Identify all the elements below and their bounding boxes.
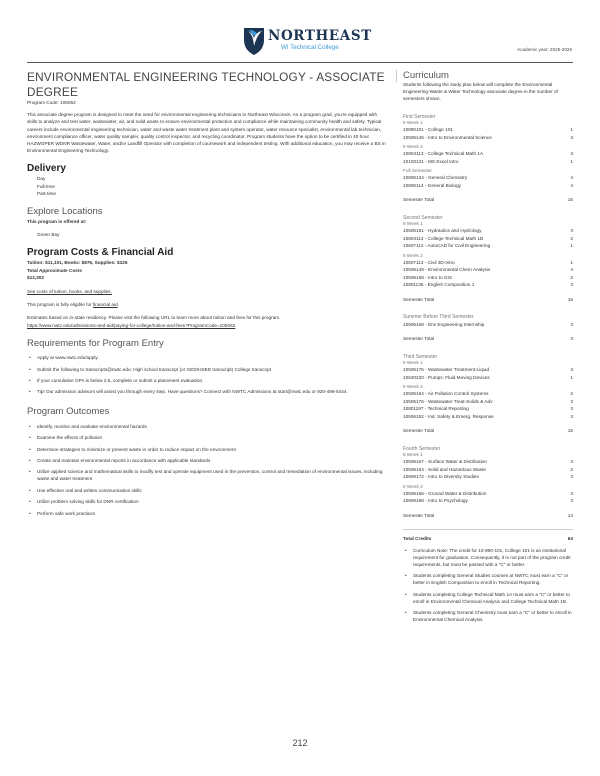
- course-row: [403, 259, 573, 267]
- semester-total-row: [403, 296, 573, 304]
- course-name: 10809198 - Intro to Psychology: [403, 498, 468, 504]
- curriculum-heading: Curriculum: [403, 70, 449, 81]
- course-credits: 3: [570, 406, 573, 412]
- eligibility-text: This program is fully eligible for financial aid.: [27, 302, 119, 308]
- course-credits: 1: [570, 158, 573, 164]
- financial-aid-link[interactable]: financial aid: [92, 302, 118, 308]
- course-row: [403, 321, 573, 329]
- course-name: 10804113 - College Technical Math 1A: [403, 151, 484, 157]
- college-logo: NORTHEAST WI Technical College: [243, 26, 363, 58]
- semester-block: [403, 114, 573, 204]
- semester-block: [403, 314, 573, 343]
- course-row: [403, 227, 573, 235]
- course-name: 10506163 - Solid and Hazardous Waste: [403, 466, 486, 472]
- course-credits: 2: [570, 235, 573, 241]
- list-item: • Apply at www.nwtc.edu/apply.: [27, 354, 387, 361]
- course-credits: 4: [570, 267, 573, 273]
- delivery-item: Part-time: [37, 190, 57, 196]
- course-row: [403, 134, 573, 142]
- course-credits: 3: [570, 490, 573, 496]
- course-credits: 1: [570, 259, 573, 265]
- semester-block: [403, 354, 573, 435]
- curriculum-panel: [403, 70, 573, 623]
- course-row: [403, 390, 573, 398]
- course-name: 10620220 - Pumps: Fluid Moving Devices: [403, 374, 490, 380]
- delivery-item: Day: [37, 176, 46, 182]
- list-item: • If your cumulative GPA is below 2.6, complete or submit a placement evaluation.: [27, 377, 387, 384]
- semester-block: [403, 215, 573, 304]
- column-divider: [396, 70, 397, 82]
- course-credits: 3: [570, 282, 573, 288]
- semester-total: 15: [567, 428, 573, 434]
- course-name: 10506176 - Wastewater Treat-Solids & Adv: [403, 398, 493, 404]
- semester-name: Summer Before Third Semester: [403, 314, 474, 321]
- course-name: 10506175 - Wastewater Treatment-Liquid: [403, 367, 490, 373]
- see-costs-link[interactable]: See costs of tuition, books, and supplies.: [27, 289, 112, 295]
- course-name: 10506152 - Ind. Safety & Emerg. Response: [403, 413, 494, 419]
- course-credits: 3: [570, 474, 573, 480]
- course-row: [403, 398, 573, 406]
- semester-total-label: Semester Total: [403, 512, 435, 518]
- course-credits: 4: [570, 182, 573, 188]
- term-label: 8 Week 1: [403, 120, 423, 126]
- course-row: [403, 490, 573, 498]
- semester-total-row: [403, 196, 573, 204]
- course-row: [403, 497, 573, 505]
- course-credits: 1: [570, 127, 573, 133]
- curriculum-intro: Students following the study plan below will complete the Environmental Engineering-Waste & Water Technology associate degree in the number of semesters shown.: [403, 82, 558, 102]
- program-code: Program Code: 105062: [27, 100, 76, 105]
- course-row: [403, 182, 573, 190]
- page-title: ENVIRONMENTAL ENGINEERING TECHNOLOGY - ASSOCIATE DEGREE: [27, 70, 385, 99]
- course-credits: 3: [570, 151, 573, 157]
- course-credits: 2: [570, 391, 573, 397]
- course-row: [403, 150, 573, 158]
- location-item: Green Bay: [37, 232, 60, 238]
- course-name: 10103131 - MS Excel Intro: [403, 158, 459, 164]
- term-label: Full Semester: [403, 168, 432, 174]
- estimates-text: Estimates based on in-state residency. Please visit the following URL to learn more about tuition and fees for this program.: [27, 315, 281, 321]
- course-name: 10890101 - College 101: [403, 127, 454, 133]
- course-credits: 3: [570, 459, 573, 465]
- list-item: • Identify, monitor and evaluate environmental hazards: [27, 423, 387, 430]
- note-item: • Students completing General Chemistry must earn a "C" or better to enroll in Environmental Chemical Analysis.: [403, 609, 573, 623]
- requirements-list: [27, 354, 387, 395]
- term-label: 8 Week 2: [403, 252, 423, 258]
- semester-total-label: Semester Total: [403, 296, 435, 302]
- outcomes-heading: Program Outcomes: [27, 406, 110, 418]
- course-name: 10506164 - Air Pollution Control Systems: [403, 391, 489, 397]
- course-row: [403, 126, 573, 134]
- course-name: 10806114 - General Biology: [403, 182, 462, 188]
- course-name: 10607112 - AutoCAD for Civil Engineering: [403, 243, 491, 249]
- note-item: • Students completing General Studies courses at NWTC must earn a "C" or better in English Composition to enroll in Technical Reporting.: [403, 572, 573, 586]
- course-name: 10809172 - Intro to Diversity Studies: [403, 474, 479, 480]
- course-row: [403, 405, 573, 413]
- course-row: [403, 274, 573, 282]
- course-row: [403, 413, 573, 421]
- locations-list: [27, 231, 387, 238]
- semester-block: [403, 446, 573, 520]
- program-description: This associate degree program is designed to meet the need for environmental engineering technicians in Northeast Wisconsin. As a program grad, you're equipped with skills to analyze and test water, wastewater, air, and solid waste to ensure environmental protection and compliance while maintaining community health and safety. Typical careers include environmental engineering technician, water and waste water treatment plant and system operator, water resource specialist, environmental lab technician, environment compliance officer, water quality sampler, quality control inspector, and recycling coordinator. Program students have the option to be certified in 40 hour HAZWOPER WDNR Wastewater, Water, and/or Landfill Operator with completion of coursework and independent testing. With additional education, you may receive a BS in Environmental Engineering Technology.: [27, 112, 386, 154]
- course-row: [403, 158, 573, 166]
- course-credits: 3: [570, 398, 573, 404]
- semester-total-row: [403, 335, 573, 343]
- page-number: 212: [292, 738, 308, 748]
- semester-name: Second Semester: [403, 214, 443, 221]
- shield-logo-icon: [243, 26, 265, 56]
- course-row: [403, 473, 573, 481]
- list-item: • Determine strategies to minimize or prevent waste in order to reduce impact on the environment: [27, 446, 387, 453]
- semester-name: Third Semester: [403, 353, 438, 360]
- costs-heading: Program Costs & Financial Aid: [27, 247, 174, 259]
- course-name: 10506169 - Env Engineering Internship: [403, 321, 485, 327]
- course-name: 10506161 - Hydraulics and Hydrology: [403, 228, 482, 234]
- course-name: 10804114 - College Technical Math 1B: [403, 235, 484, 241]
- course-credits: 4: [570, 175, 573, 181]
- locations-heading: Explore Locations: [27, 206, 103, 218]
- requirements-heading: Requirements for Program Entry: [27, 337, 164, 349]
- course-name: 10506166 - Ground Water & Distribution: [403, 490, 487, 496]
- course-name: 10801197 - Technical Reporting: [403, 406, 469, 412]
- note-item: • Curriculum Note: The credit for 10-890-101, College 101 is an institutional requirement for graduation. Consequently, it is not part of the program credit requirements, but must be passed with a "C" or better.: [403, 547, 573, 568]
- semester-total: 3: [570, 336, 573, 342]
- program-details: [27, 70, 387, 517]
- semester-name: Fourth Semester: [403, 445, 441, 452]
- course-credits: 3: [570, 321, 573, 327]
- delivery-list: [27, 175, 387, 197]
- delivery-item: Full-time: [37, 183, 55, 189]
- total-cost-label: Total Approximate Costs: [27, 267, 82, 273]
- course-name: 10806134 - General Chemistry: [403, 175, 468, 181]
- course-row: [403, 242, 573, 250]
- academic-year: Academic year: 2025-2026: [517, 47, 572, 52]
- course-name: 10506148 - Environmental Chem Analysis: [403, 267, 491, 273]
- tuition-url-link[interactable]: https://www.nwtc.edu/admissions-and-aid/paying-for-college/tuition-and-fees?ProgramCode=105062: [27, 322, 236, 328]
- course-credits: 3: [570, 134, 573, 140]
- header-divider: [27, 62, 573, 63]
- course-name: 10506146 - Intro to Environmental Science: [403, 134, 492, 140]
- term-label: 8 Week 1: [403, 221, 423, 227]
- course-credits: 2: [570, 466, 573, 472]
- list-item: • Tip! Our admission advisors will assist you through every step. Have questions? Connect with NWTC Admissions at start@nwtc.edu or 920-498-5444.: [27, 388, 387, 395]
- course-credits: 2: [570, 274, 573, 280]
- locations-intro: This program is offered at:: [27, 219, 87, 225]
- semester-total-label: Semester Total: [403, 197, 435, 203]
- course-name: 10506168 - Intro to GIS: [403, 274, 452, 280]
- curriculum-notes: [403, 547, 573, 623]
- course-name: 10506167 - Surface Water & Distribution: [403, 459, 487, 465]
- course-row: [403, 466, 573, 474]
- course-credits: 1: [570, 374, 573, 380]
- term-label: 8 Week 2: [403, 483, 423, 489]
- course-row: [403, 366, 573, 374]
- list-item: • Submit the following to transcripts@nwtc.edu: High school transcript (or GED/HSED transcript) College transcript: [27, 366, 387, 373]
- list-item: • Create and maintain environmental reports in accordance with applicable standards: [27, 457, 387, 464]
- semester-total-row: [403, 512, 573, 520]
- total-credits-row: Total Credits 64: [403, 529, 573, 543]
- outcomes-list: [27, 423, 387, 517]
- semester-total-label: Semester Total: [403, 428, 435, 434]
- course-row: [403, 374, 573, 382]
- term-label: 8 Week 1: [403, 452, 423, 458]
- term-label: 8 Week 1: [403, 360, 423, 366]
- semester-total-label: Semester Total: [403, 336, 435, 342]
- note-item: • Students completing College Technical Math 1A must earn a "C" or better to enroll in Environmental Chemical Analysis and College Technical Math 1B.: [403, 591, 573, 605]
- course-credits: 3: [570, 498, 573, 504]
- course-name: 10607114 - Civil 3D-Intro: [403, 259, 455, 265]
- course-row: [403, 235, 573, 243]
- semester-total-row: [403, 427, 573, 435]
- tuition-text: Tuition: $11,101, Books: $876, Supplies: $325: [27, 260, 128, 266]
- course-credits: 3: [570, 413, 573, 419]
- list-item: • Examine the effects of pollution: [27, 434, 387, 441]
- semester-name: First Semester: [403, 113, 436, 120]
- course-credits: 1: [570, 243, 573, 249]
- delivery-heading: Delivery: [27, 163, 66, 175]
- course-name: 10801136 - English Composition 1: [403, 282, 475, 288]
- semester-total: 14: [567, 512, 573, 518]
- semester-total: 16: [567, 296, 573, 302]
- course-row: [403, 266, 573, 274]
- list-item: • Use effective oral and written communication skills: [27, 487, 387, 494]
- course-row: [403, 458, 573, 466]
- semester-total: 16: [567, 197, 573, 203]
- semester-list: [403, 114, 573, 520]
- course-row: [403, 281, 573, 289]
- total-cost: $12,302: [27, 274, 44, 280]
- term-label: 8 Week 2: [403, 144, 423, 150]
- list-item: • Utilize applied science and mathematical skills to modify test and operate equipment used in the prevention, control and remediation of environmental issues, including waste and water treatment: [27, 468, 387, 482]
- course-row: [403, 174, 573, 182]
- term-label: 8 Week 2: [403, 384, 423, 390]
- list-item: • Utilize problem solving skills for DNR certification: [27, 498, 387, 505]
- course-credits: 3: [570, 367, 573, 373]
- course-credits: 3: [570, 228, 573, 234]
- list-item: • Perform safe work practices: [27, 510, 387, 517]
